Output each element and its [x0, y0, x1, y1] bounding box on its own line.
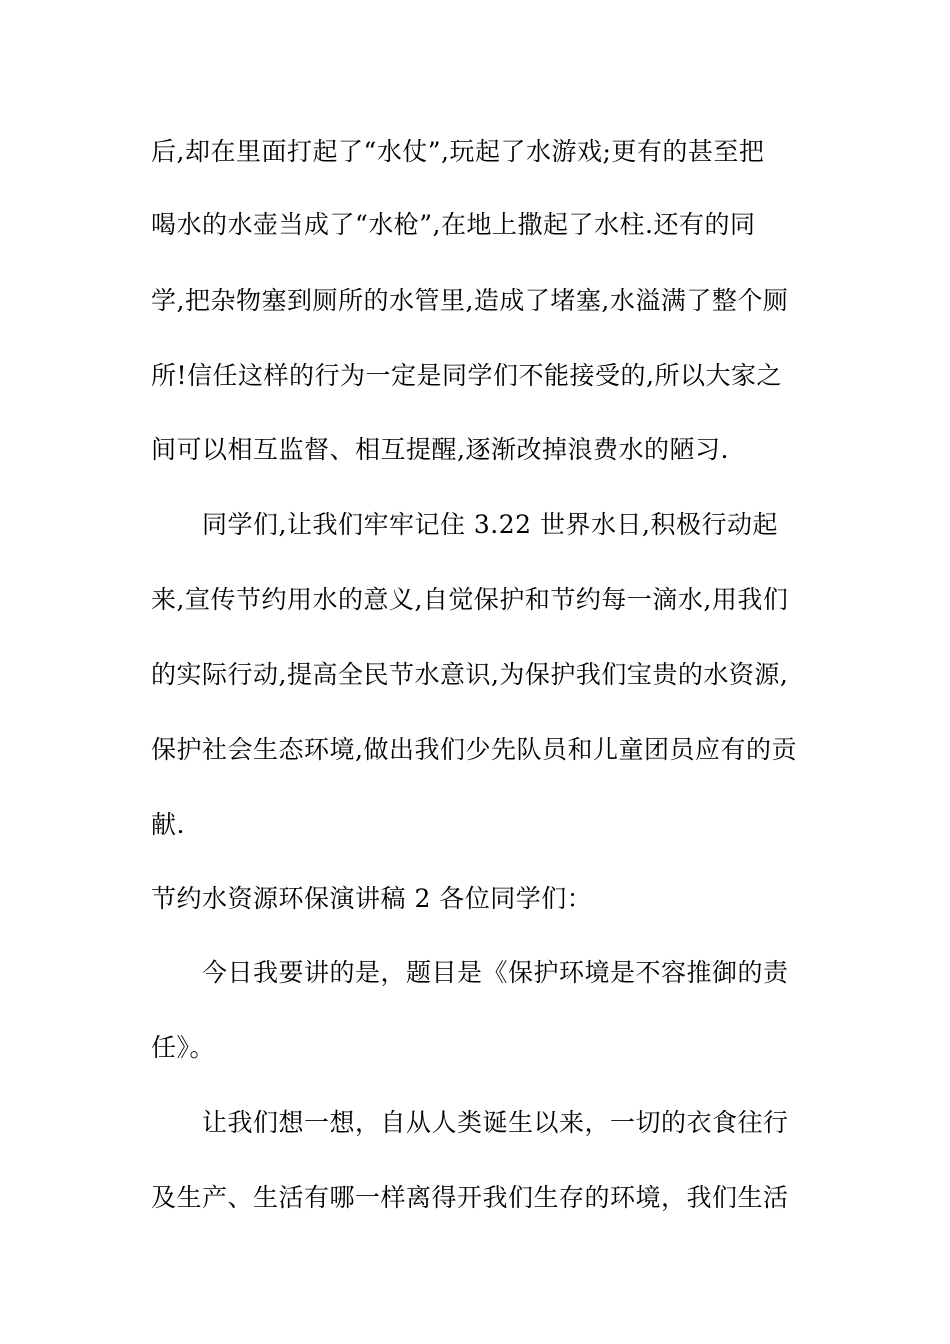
text-line: 所!信任这样的行为一定是同学们不能接受的,所以大家之 [151, 361, 782, 390]
section-heading: 节约水资源环保演讲稿 2 各位同学们： [151, 884, 593, 913]
paragraph-first-line: 让我们想一想，自从人类诞生以来，一切的衣食往行 [202, 1108, 789, 1137]
paragraph-first-line: 同学们,让我们牢牢记住 3.22 世界水日,积极行动起 [202, 510, 778, 539]
text-line: 保护社会生态环境,做出我们少先队员和儿童团员应有的贡 [151, 735, 797, 764]
text-line: 后,却在里面打起了“水仗”,玩起了水游戏;更有的甚至把 [151, 137, 765, 166]
text-line: 喝水的水壶当成了“水枪”,在地上撒起了水柱.还有的同 [151, 210, 756, 239]
text-line: 间可以相互监督、相互提醒,逐渐改掉浪费水的陋习. [151, 435, 729, 464]
paragraph-first-line: 今日我要讲的是，题目是《保护环境是不容推御的责 [202, 958, 789, 987]
text-line: 及生产、生活有哪一样离得开我们生存的环境，我们生活 [151, 1183, 789, 1212]
text-line: 来,宣传节约用水的意义,自觉保护和节约每一滴水,用我们 [151, 585, 789, 614]
text-line: 学,把杂物塞到厕所的水管里,造成了堵塞,水溢满了整个厕 [151, 286, 789, 315]
text-line: 献. [151, 810, 185, 839]
text-line: 的实际行动,提高全民节水意识,为保护我们宝贵的水资源, [151, 660, 789, 689]
text-line: 任》。 [151, 1033, 216, 1062]
